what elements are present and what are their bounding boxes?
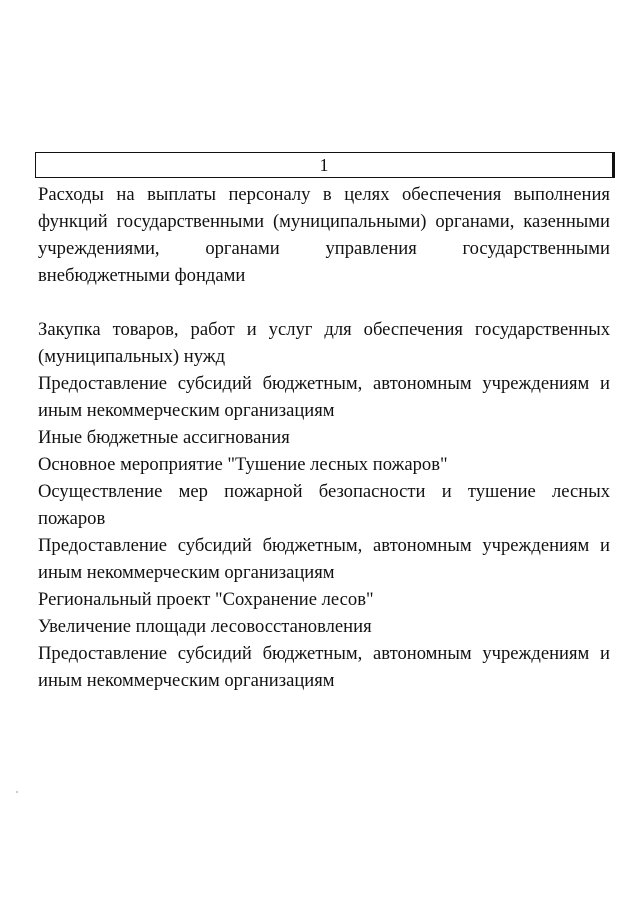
- table-body: [38, 181, 610, 694]
- table-header: [35, 152, 615, 178]
- table-row: Осуществление мер пожарной безопасности и тушение лесных пожаров: [38, 481, 610, 529]
- table-row: Иные бюджетные ассигнования: [38, 427, 290, 448]
- table-row: Предоставление субсидий бюджетным, автономным учреждениям и иным некоммерческим организациям: [38, 643, 610, 691]
- table-row: Увеличение площади лесовосстановления: [38, 616, 372, 637]
- table-row: Региональный проект "Сохранение лесов": [38, 589, 374, 610]
- scan-speck: [16, 791, 18, 793]
- table-row: Основное мероприятие "Тушение лесных пожаров": [38, 454, 448, 475]
- column-number-label: 1: [319, 155, 329, 175]
- table-row: Предоставление субсидий бюджетным, автономным учреждениям и иным некоммерческим организациям: [38, 373, 610, 421]
- column-divider: [612, 152, 615, 178]
- table-row: Предоставление субсидий бюджетным, автономным учреждениям и иным некоммерческим организациям: [38, 535, 610, 583]
- table-row: Расходы на выплаты персоналу в целях обеспечения выполнения функций государственными (муниципальными) органами, казенными учреждениями, органами управления государственными внебюджетными фондами: [38, 184, 610, 286]
- table-row: Закупка товаров, работ и услуг для обеспечения государственных (муниципальных) нужд: [38, 319, 610, 367]
